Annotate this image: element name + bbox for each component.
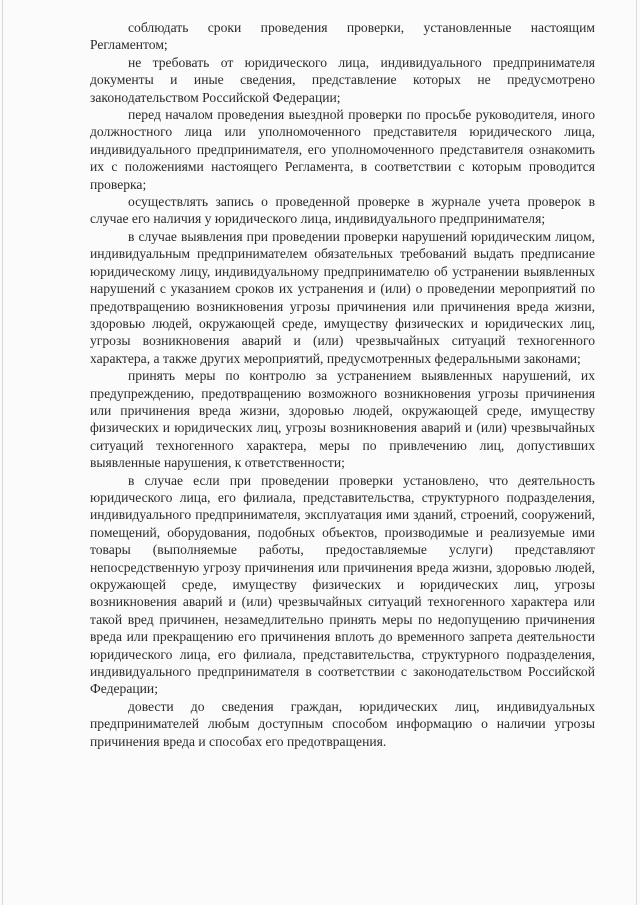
document-body xyxy=(90,19,595,750)
paragraph: соблюдать сроки проведения проверки, установленные настоящим Регламентом; xyxy=(90,20,595,53)
paragraph: перед началом проведения выездной проверки по просьбе руководителя, иного должностного лица или уполномоченного представителя юридического лица, индивидуального предпринимателя, его уполномоченного представителя ознакомить их с положениями настоящего Регламента, в соответствии с которым проводится проверка; xyxy=(90,107,595,192)
paragraph: в случае если при проведении проверки установлено, что деятельность юридического лица, его филиала, представительства, структурного подразделения, индивидуального предпринимателя, эксплуатация ими зданий, строений, сооружений, помещений, оборудования, подобных объектов, производимые и реализуемые ими товары (выполняемые работы, предоставляемые услуги) представляют непосредственную угрозу причинения или причинения вреда жизни, здоровью людей, окружающей среде, имуществу физических и юридических лиц, угрозы возникновения аварий и (или) чрезвычайных ситуаций техногенного характера или такой вред причинен, незамедлительно принять меры по недопущению причинения вреда или прекращению его причинения вплоть до временного запрета деятельности юридического лица, его филиала, представительства, структурного подразделения, индивидуального предпринимателя в соответствии с законодательством Российской Федерации; xyxy=(90,472,595,697)
paragraph: принять меры по контролю за устранением выявленных нарушений, их предупреждению, предотвращению возможного возникновения угрозы причинения или причинения вреда жизни, здоровью людей, окружающей среде, имуществу физических и юридических лиц, угрозы возникновения аварий и (или) чрезвычайных ситуаций техногенного характера, меры по привлечению лиц, допустивших выявленные нарушения, к ответственности; xyxy=(90,368,595,471)
paragraph: в случае выявления при проведении проверки нарушений юридическим лицом, индивидуальным предпринимателем обязательных требований выдать предписание юридическому лицу, индивидуальному предпринимателю об устранении выявленных нарушений с указанием сроков их устранения и (или) о проведении мероприятий по предотвращению возникновения угрозы причинения или причинения вреда жизни, здоровью людей, окружающей среде, имуществу физических и юридических лиц, угрозы возникновения аварий и (или) чрезвычайных ситуаций техногенного характера, а также других мероприятий, предусмотренных федеральными законами; xyxy=(90,228,595,366)
page-edge-right xyxy=(636,0,637,905)
paragraph: довести до сведения граждан, юридических лиц, индивидуальных предпринимателей любым доступным способом информацию о наличии угрозы причинения вреда и способах его предотвращения. xyxy=(90,698,595,749)
paragraph: не требовать от юридического лица, индивидуального предпринимателя документы и иные сведения, представление которых не предусмотрено законодательством Российской Федерации; xyxy=(90,54,595,105)
paragraph: осуществлять запись о проведенной проверке в журнале учета проверок в случае его наличия у юридического лица, индивидуального предпринимателя; xyxy=(90,194,595,227)
page-edge-left xyxy=(2,0,3,905)
